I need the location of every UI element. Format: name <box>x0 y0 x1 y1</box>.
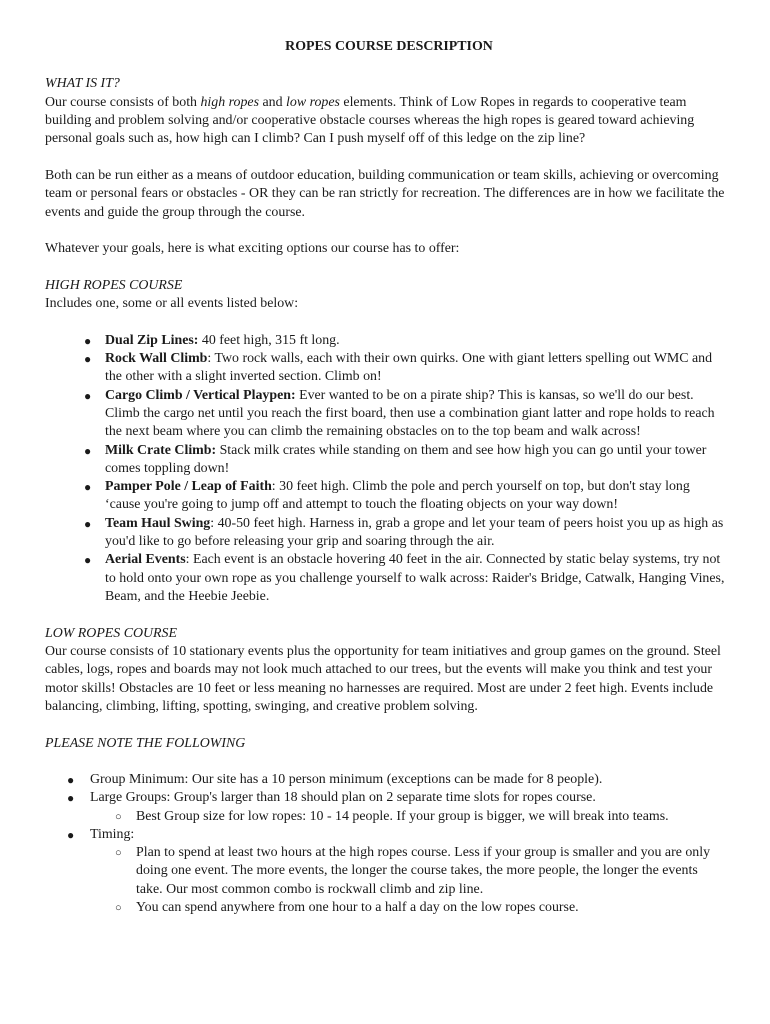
timing-sublist <box>90 844 727 917</box>
bullet-icon: ● <box>84 333 92 348</box>
high-ropes-intro: Includes one, some or all events listed below: <box>45 296 299 312</box>
low-ropes-paragraph: Our course consists of 10 stationary events plus the opportunity for team initiatives and group games on the ground. Steel cables, logs, ropes and boards may not look much attached to our trees, but the events will make you think and test your motor skills! Obstacles are 10 feet or less meaning no harnesses are required. Most are under 2 feet high. Events include balancing, climbing, lifting, spotting, swinging, and creative problem solving. <box>45 644 721 714</box>
high-ropes-event-list <box>45 332 727 606</box>
group-minimum-text: Group Minimum: Our site has a 10 person minimum (exceptions can be made for 8 people). <box>90 772 603 787</box>
what-p1-low-ropes: low ropes <box>286 94 340 110</box>
event-description: Ever wanted to be on a pirate ship? This is kansas, so we'll do our best. Climb the cargo net until you reach the first board, then use a combination giant latter and rope holds to reach the next beam where you can climb the remaining obstacles on to the top beam and walk across! <box>105 387 715 440</box>
what-p1-high-ropes: high ropes <box>200 94 260 110</box>
bullet-icon: ● <box>67 773 75 787</box>
what-paragraph-1 <box>45 94 727 149</box>
list-item <box>45 515 727 552</box>
event-description: Stack milk crates while standing on them and see how high you can go until your tower comes toppling down! <box>105 442 707 476</box>
timing-low-ropes-text: You can spend anywhere from one hour to a half a day on the low ropes course. <box>136 900 579 916</box>
list-item <box>45 551 727 606</box>
note-section <box>45 735 727 918</box>
what-p1-text-a: Our course consists of both <box>45 94 201 110</box>
list-item <box>90 844 727 899</box>
event-description: : Each event is an obstacle hovering 40 feet in the air. Connected by static belay systems, try not to hold onto your own rope as you challenge yourself to walk across: Raider's Bridge, Catwalk, Hanging Vines, Beam, and the Heebie Jeebie. <box>105 552 725 604</box>
list-item <box>45 350 727 387</box>
list-item <box>45 387 727 442</box>
bullet-icon: ● <box>84 553 92 568</box>
list-item <box>90 808 727 826</box>
what-p1-text-c: and <box>259 94 287 110</box>
low-ropes-heading: LOW ROPES COURSE <box>45 625 177 641</box>
circle-bullet-icon: ○ <box>115 847 122 860</box>
list-item <box>90 899 727 917</box>
note-list <box>45 771 727 917</box>
timing-label: Timing: <box>90 826 135 842</box>
event-name: Aerial Events <box>105 552 186 568</box>
what-section <box>45 75 727 258</box>
event-name: Dual Zip Lines: <box>105 332 199 348</box>
what-paragraph-3: Whatever your goals, here is what exciting options our course has to offer: <box>45 241 460 257</box>
page-title: ROPES COURSE DESCRIPTION <box>285 39 493 54</box>
circle-bullet-icon: ○ <box>115 810 122 823</box>
bullet-icon: ● <box>84 516 92 531</box>
what-paragraph-2: Both can be run either as a means of outdoor education, building communication or team skills, achieving or overcoming team or personal fears or obstacles - OR they can be ran strictly for recreation. The differences are in how we facilitate the events and guide the group through the course. <box>45 167 725 220</box>
circle-bullet-icon: ○ <box>115 902 122 915</box>
event-name: Team Haul Swing <box>105 515 211 531</box>
document-page <box>45 38 727 917</box>
event-name: Rock Wall Climb <box>105 351 208 367</box>
what-heading: WHAT IS IT? <box>45 76 120 92</box>
best-group-size-text: Best Group size for low ropes: 10 - 14 people. If your group is bigger, we will break into teams. <box>136 808 669 824</box>
list-item <box>45 478 727 515</box>
event-description: : 40-50 feet high. Harness in, grab a grope and let your team of peers hoist you up as high as you'd like to go before releasing your grip and soaring through the air. <box>105 515 724 550</box>
event-name: Pamper Pole / Leap of Faith <box>105 479 272 495</box>
event-description: : Two rock walls, each with their own quirks. One with giant letters spelling out WMC and the other with a slight inverted section. Climb on! <box>105 351 713 385</box>
list-item <box>45 789 727 826</box>
list-item <box>45 332 727 350</box>
event-name: Milk Crate Climb: <box>105 442 217 458</box>
list-item <box>45 826 727 917</box>
event-description: 40 feet high, 315 ft long. <box>198 332 340 348</box>
note-heading: PLEASE NOTE THE FOLLOWING <box>45 735 246 751</box>
low-ropes-section <box>45 625 727 716</box>
large-groups-sublist <box>90 808 727 826</box>
high-ropes-section <box>45 277 727 606</box>
event-name: Cargo Climb / Vertical Playpen: <box>105 387 296 403</box>
bullet-icon: ● <box>84 443 92 458</box>
timing-high-ropes-text: Plan to spend at least two hours at the high ropes course. Less if your group is smaller and you are only doing one event. The more events, the longer the course takes, the more people, the longer the events take. Our most common combo is rockwall climb and zip line. <box>136 845 711 897</box>
bullet-icon: ● <box>84 388 92 403</box>
large-groups-text: Large Groups: Group's larger than 18 should plan on 2 separate time slots for ropes course. <box>90 790 596 806</box>
what-p1-text-e: elements. Think of Low Ropes in regards to cooperative team building and problem solving and/or cooperative obstacle courses whereas the high ropes is geared toward achieving personal goals such as, how high can I climb? Can I push myself off of this ledge on the zip line? <box>45 94 695 147</box>
bullet-icon: ● <box>67 827 75 842</box>
event-description: : 30 feet high. Climb the pole and perch yourself on top, but don't stay long ‘cause you're going to jump off and attempt to touch the floating objects on your way down! <box>105 479 690 513</box>
high-ropes-heading: HIGH ROPES COURSE <box>45 278 183 294</box>
bullet-icon: ● <box>84 352 92 367</box>
list-item <box>45 442 727 479</box>
list-item <box>45 771 727 789</box>
bullet-icon: ● <box>67 791 75 806</box>
bullet-icon: ● <box>84 480 92 495</box>
